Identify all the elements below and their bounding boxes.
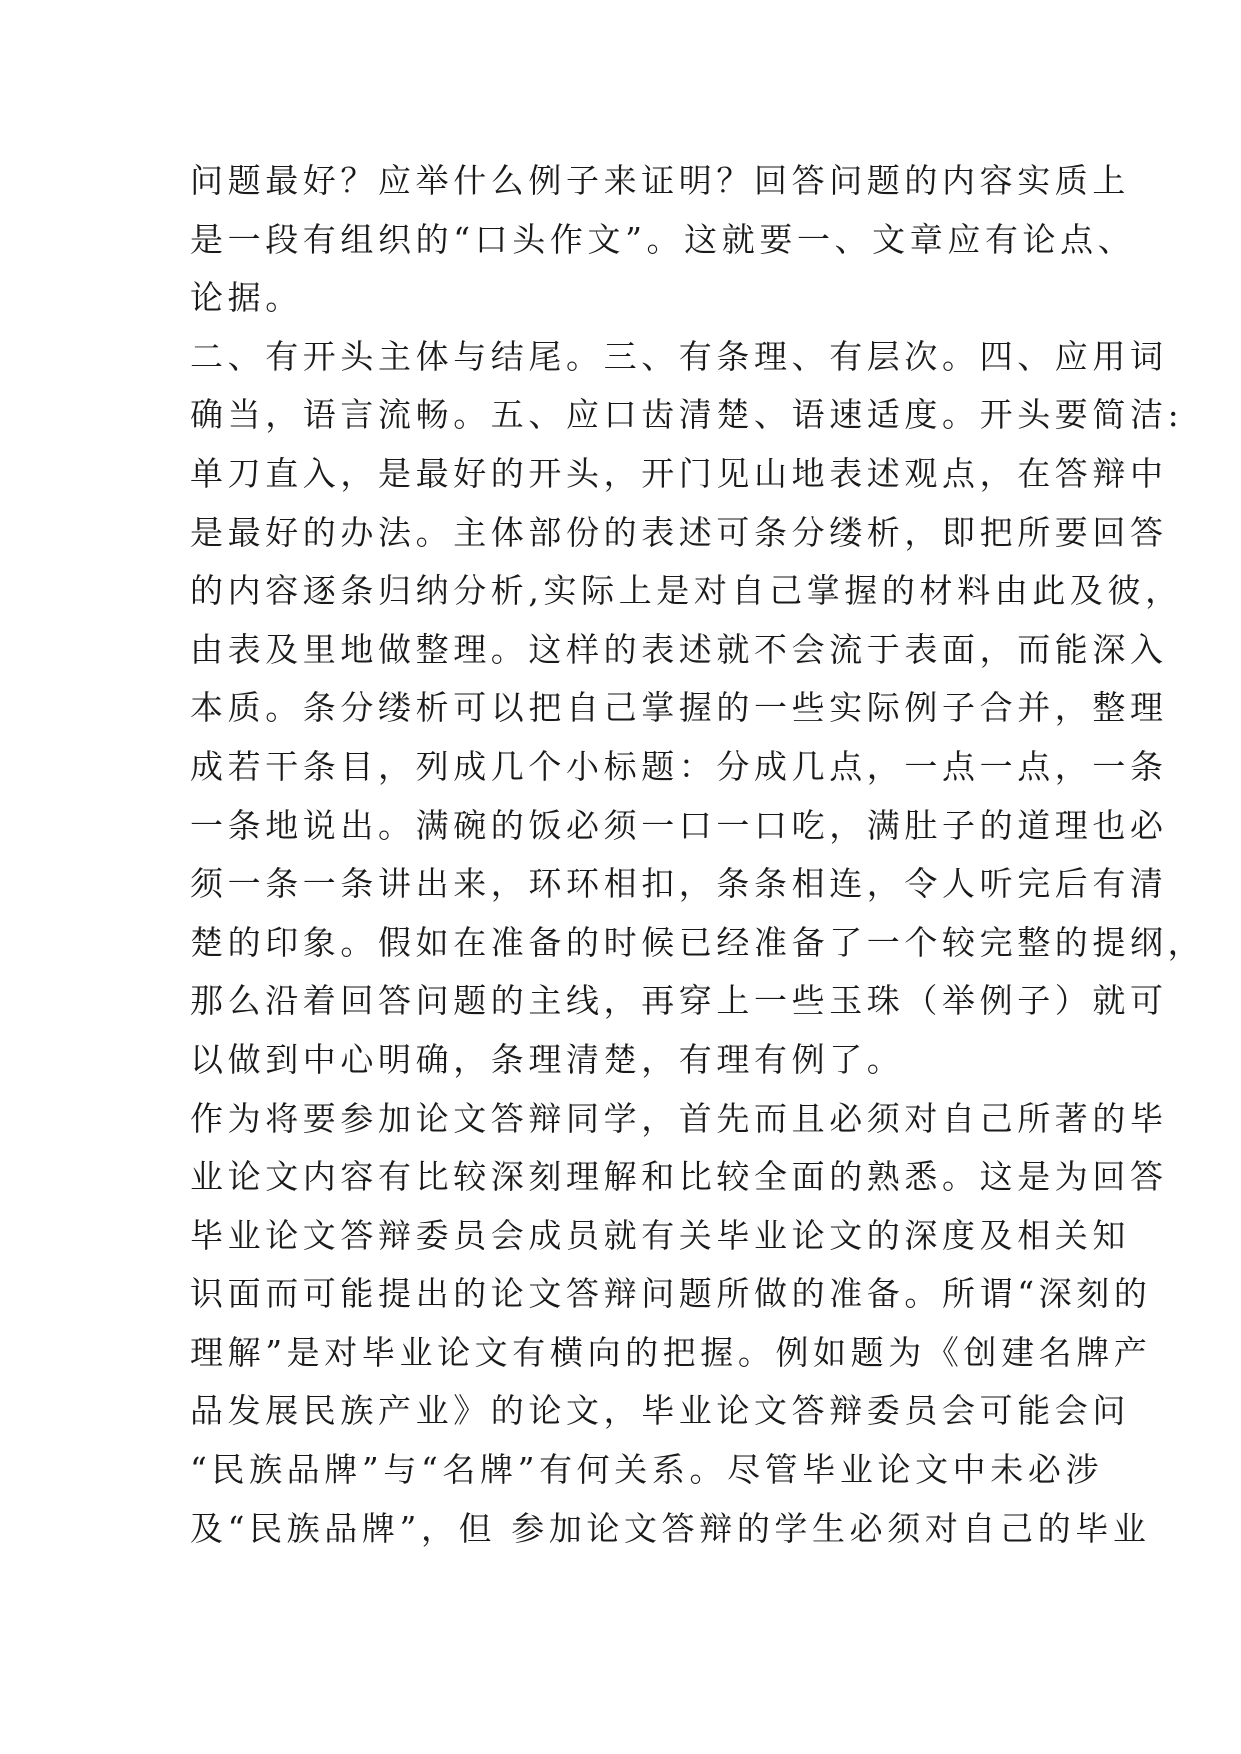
text-line: 理解”是对毕业论文有横向的把握。例如题为《创建名牌产	[190, 1332, 1152, 1372]
text-line: 问题最好？应举什么例子来证明？回答问题的内容实质上	[190, 161, 1130, 200]
text-line: 由表及里地做整理。这样的表述就不会流于表面，而能深入	[190, 629, 1168, 669]
text-line: “民族品牌”与“名牌”有何关系。尽管毕业论文中未必涉	[190, 1450, 1104, 1490]
text-line: 识面而可能提出的论文答辩问题所做的准备。所谓“深刻的	[190, 1274, 1152, 1314]
text-line: 业论文内容有比较深刻理解和比较全面的熟悉。这是为回答	[190, 1157, 1168, 1197]
text-line: 须一条一条讲出来，环环相扣，条条相连，令人听完后有清	[190, 864, 1168, 904]
body-text	[190, 152, 1206, 1558]
text-line: 单刀直入，是最好的开头，开门见山地表述观点，在答辩中	[190, 453, 1168, 493]
text-line: 的内容逐条归纳分析,实际上是对自己掌握的材料由此及彼，	[190, 571, 1183, 611]
text-line: 成若干条目，列成几个小标题：分成几点，一点一点，一条	[190, 746, 1168, 786]
text-line: 品发展民族产业》的论文，毕业论文答辩委员会可能会问	[190, 1391, 1130, 1431]
text-line: 作为将要参加论文答辩同学，首先而且必须对自己所著的毕	[190, 1098, 1168, 1138]
text-line: 以做到中心明确，条理清楚，有理有例了。	[190, 1039, 905, 1079]
text-line: 确当，语言流畅。五、应口齿清楚、语速适度。开头要简洁:	[190, 395, 1184, 435]
text-line: 是一段有组织的“口头作文”。这就要一、文章应有论点、	[190, 219, 1136, 259]
text-line: 楚的印象。假如在准备的时候已经准备了一个较完整的提纲，	[190, 922, 1206, 962]
text-line: 那么沿着回答问题的主线，再穿上一些玉珠（举例子）就可	[190, 981, 1168, 1021]
text-line: 二、有开头主体与结尾。三、有条理、有层次。四、应用词	[190, 336, 1168, 376]
text-line: 本质。条分缕析可以把自己掌握的一些实际例子合并，整理	[190, 688, 1168, 728]
text-line: 及“民族品牌”，但 参加论文答辩的学生必须对自己的毕业	[190, 1508, 1151, 1548]
text-line: 是最好的办法。主体部份的表述可条分缕析，即把所要回答	[190, 512, 1168, 552]
text-line: 一条地说出。满碗的饭必须一口一口吃，满肚子的道理也必	[190, 805, 1168, 845]
text-line: 论据。	[190, 278, 303, 318]
text-line: 毕业论文答辩委员会成员就有关毕业论文的深度及相关知	[190, 1215, 1130, 1255]
